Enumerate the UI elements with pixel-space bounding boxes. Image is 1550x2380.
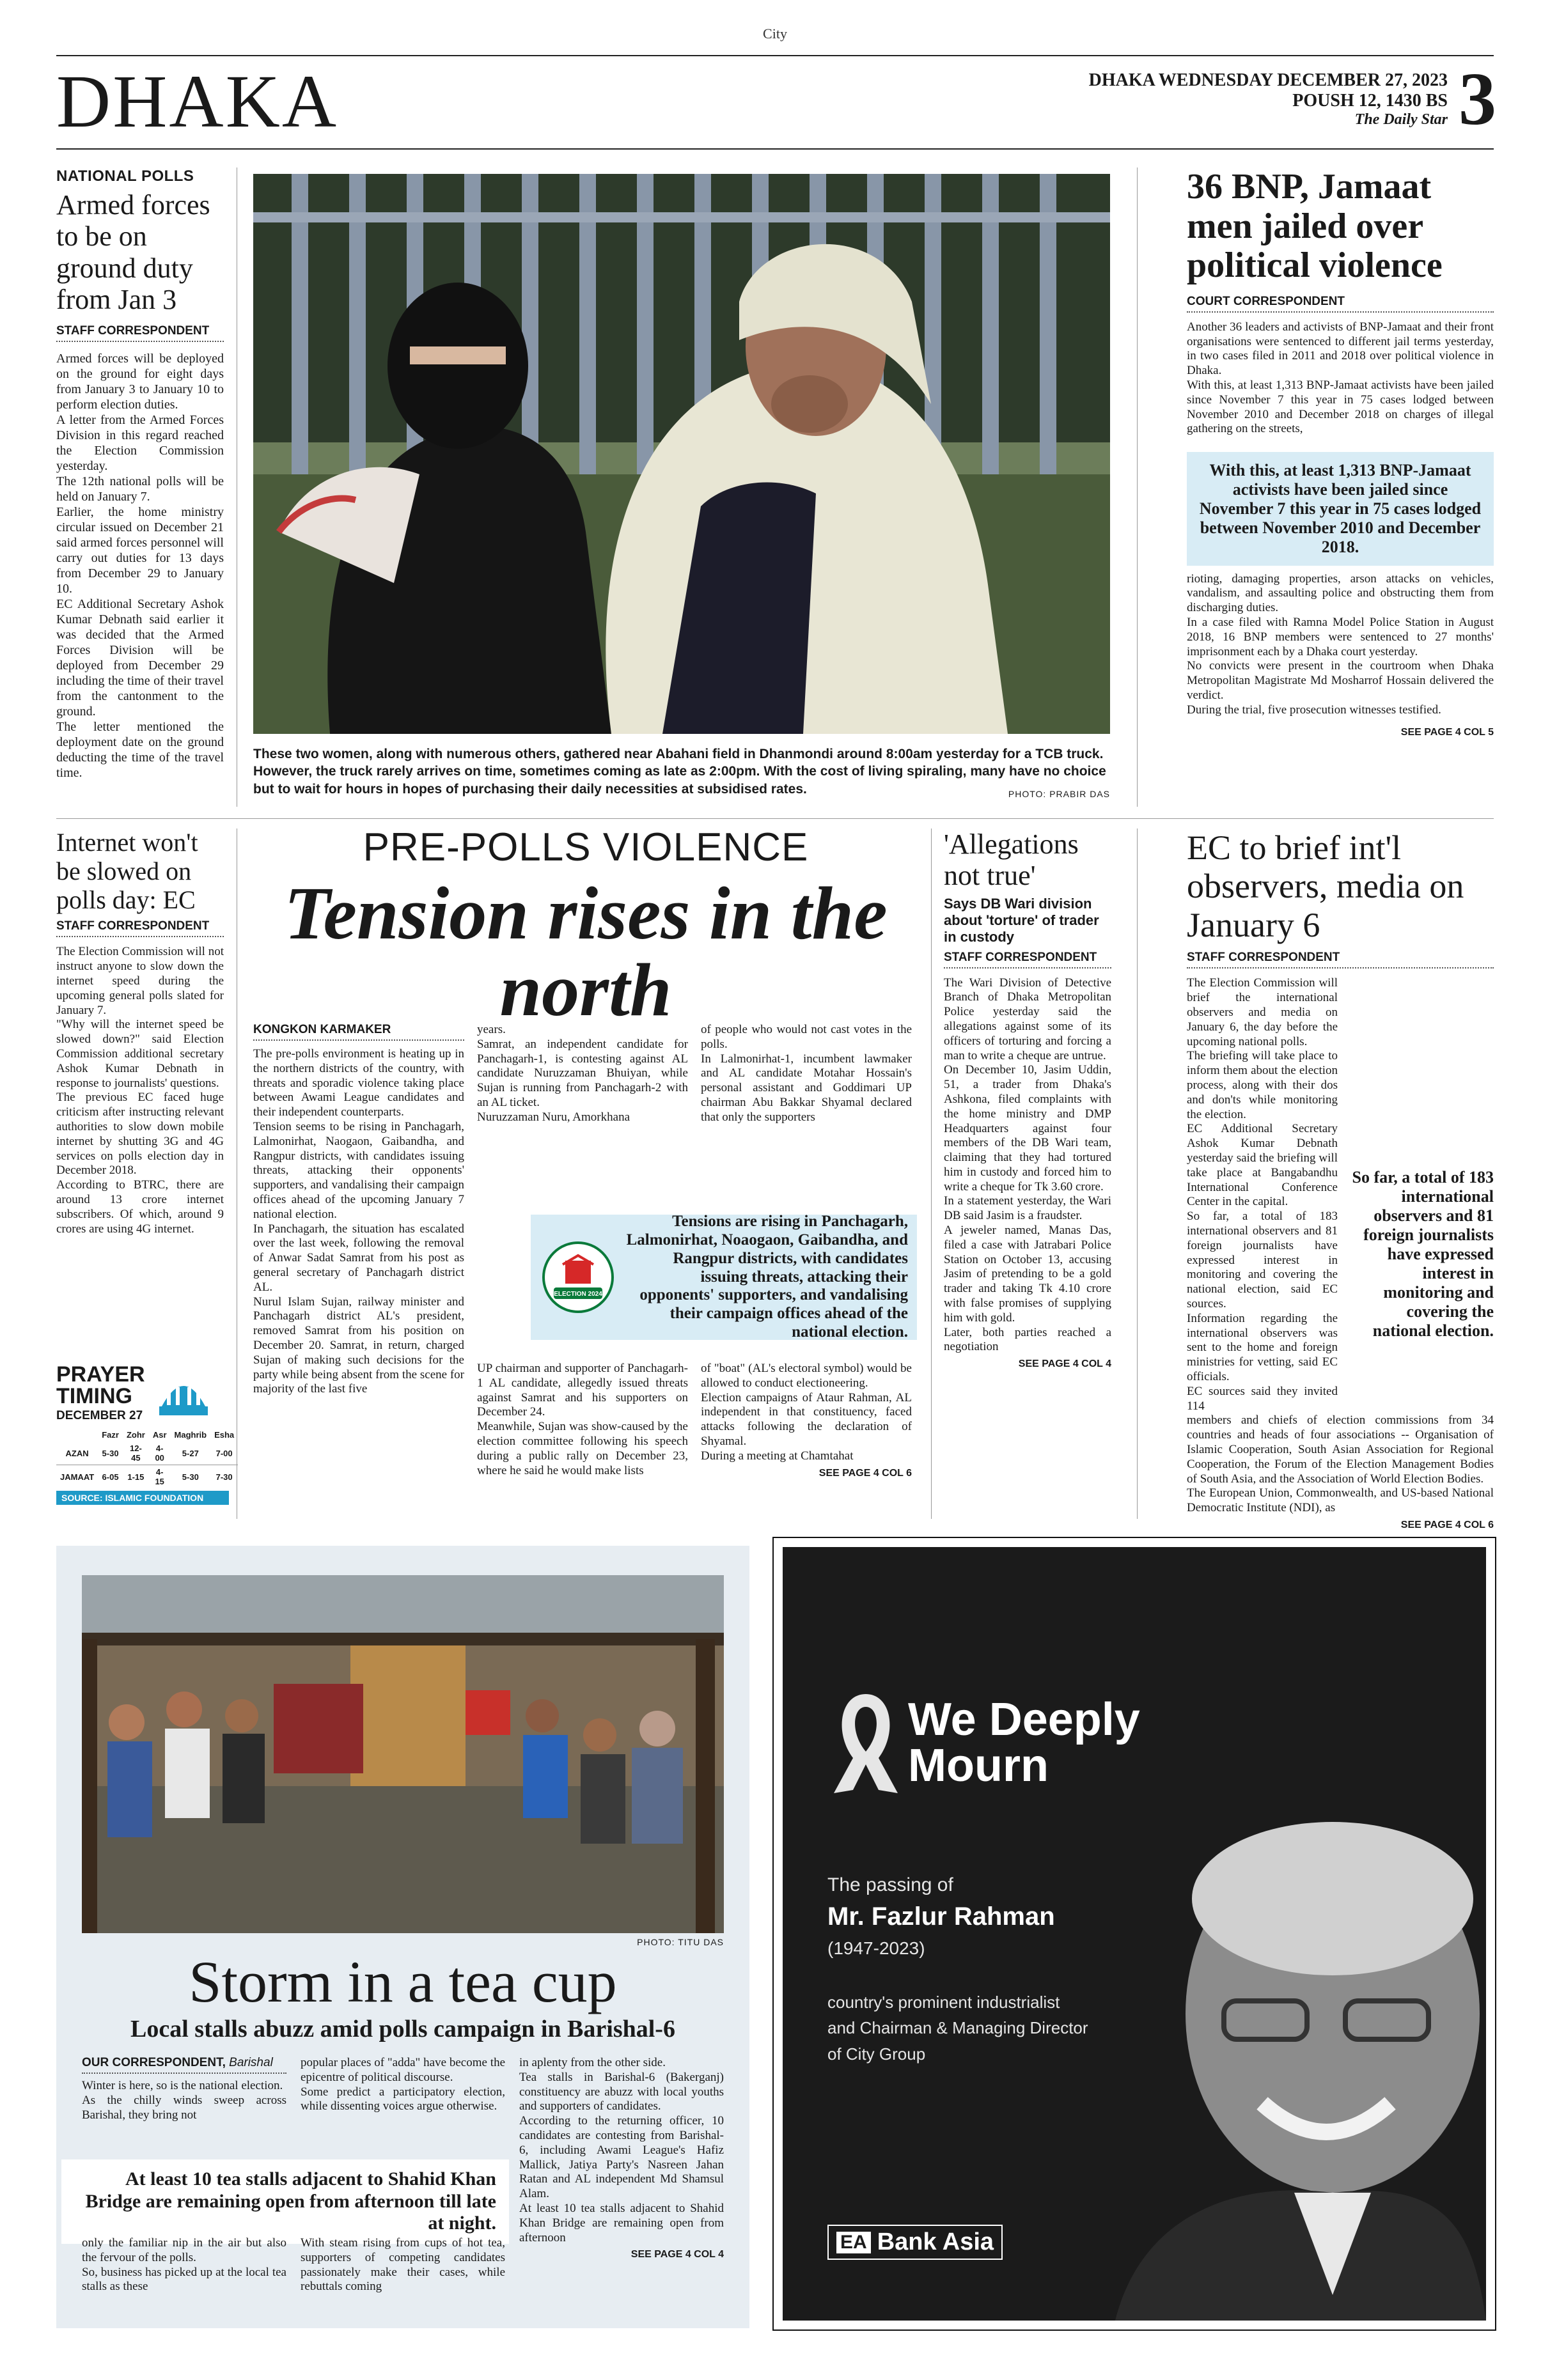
body-top: Another 36 leaders and activists of BNP-Jamaat and their front organisations were sentenced to different jail terms yesterday, in two cases filed in 2011 and 2018 over political violence in Dhaka. With this, at least 1,313 BNP-Jamaat activists have been jailed since November 7 this year in 75 cases lodged between November 2010 and December 2018 on charges of illegal gathering on the streets, [1187, 320, 1494, 436]
tea-headline: Storm in a tea cup [189, 1949, 617, 2014]
tea-col-2-bottom [301, 2236, 505, 2294]
headline: Internet won't be slowed on polls day: EC [56, 828, 198, 914]
body-bottom: members and chiefs of election commissions from 34 countries and heads of four associations -- Organisation of Islamic Cooperation, South Asian Association for Regional Cooperation, the Forum of the Election Management Bodies of South Asia, and the Association of World Election Bodies. The European Union, Commonwealth, and US-based National Democratic Institute (NDI), as [1187, 1413, 1494, 1515]
tension-col-1 [253, 1023, 464, 1397]
prayer-date: DECEMBER 27 [56, 1408, 143, 1422]
masthead: DHAKA [56, 59, 339, 143]
ad-title [908, 1694, 1140, 1791]
prayer-cell: AZAN [65, 1448, 89, 1458]
byline-place: Barishal [229, 2056, 273, 2069]
advertisement-frame [772, 1537, 1496, 2331]
prayer-col-header: Asr [152, 1430, 167, 1440]
dateline [1089, 70, 1448, 129]
ad-title-line-2: Mourn [908, 1740, 1049, 1791]
header-bottom-rule [56, 148, 1494, 150]
body: The pre-polls environment is heating up in the northern districts of the country, with threats and sporadic violence taking place between Awami League candidates and their independent counterparts. Tension seems to be rising in Panchagarh, Lalmonirhat, Naogaon, Gaibandha, and Rangpur districts, with candidates issuing threats, attacking their opponents' supporters, and vandalising their campaign offices ahead of the upcoming January 7 national election. In Panchagarh, the situation has escalated over the last week, following the removal of Anwar Sadat Samrat from his post as general secretary of Panchagarh district AL. Nurul Islam Sujan, railway minister and Panchagarh district AL's president, removed Samrat from his position on December 20. Samrat, in return, charged Sujan of making such decisions for the party while being absent from the scene for majority of the last five [253, 1047, 464, 1396]
photo-image [253, 174, 1110, 734]
prayer-cell: 5-30 [102, 1448, 119, 1458]
prayer-col-header: Fazr [102, 1430, 119, 1440]
prayer-row [56, 1465, 238, 1489]
byline: STAFF CORRESPONDENT [1187, 951, 1494, 968]
prayer-title-1: PRAYER [56, 1362, 145, 1387]
prayer-source: SOURCE: ISLAMIC FOUNDATION [56, 1491, 229, 1505]
kicker: NATIONAL POLLS [56, 167, 194, 185]
article-armed-forces [56, 167, 224, 781]
tension-col-3-bottom [701, 1362, 912, 1479]
election-badge-text: ELECTION 2024 [554, 1291, 602, 1298]
headline: EC to brief int'l observers, media on January 6 [1187, 828, 1464, 944]
ad-name: Mr. Fazlur Rahman [827, 1902, 1055, 1931]
subhead: Says DB Wari division about 'torture' of trader in custody [944, 895, 1099, 945]
photo-credit: PHOTO: PRABIR DAS [1008, 789, 1110, 799]
body: The Wari Division of Detective Branch of Dhaka Metropolitan Police yesterday said the allegations against some of its officers of torturing and forcing a man to write a cheque are untrue. On December 10, Jasim Uddin, 51, a trader from Dhaka's Ashkona, filed complaints with the home ministry and DMP Headquarters against four members of the DB Wari team, claiming that they had tortured him in custody and forced him to write a cheque for Tk 3.60 crore. In a statement yesterday, the Wari DB said Jasim is a fraudster. A jeweler named, Manas Das, filed a case with Jatrabari Police Station on October 13, accusing Jasim of pretending to be a gold trader and taking Tk 4.10 crore with false promises of supplying him with gold. Later, both parties reached a negotiation [944, 976, 1111, 1354]
article-internet [56, 828, 224, 1236]
body: Winter is here, so is the national election. As the chilly winds sweep across Barishal, they bring not [82, 2079, 286, 2122]
prayer-timing-box [56, 1362, 235, 1505]
headline: Armed forces to be on ground duty from Jan 3 [56, 189, 210, 315]
pull-quote: Tensions are rising in Panchagarh, Lalmonirhat, Noaogaon, Gaibandha, and Rangpur districts, with candidates issuing threats, attacking their opponents' supporters, and vandalising their campaign offices ahead of the national election. [626, 1213, 908, 1341]
tea-col-1-bottom [82, 2236, 286, 2294]
headline: 36 BNP, Jamaat men jailed over political violence [1187, 167, 1443, 286]
see-page: SEE PAGE 4 COL 5 [1400, 726, 1494, 738]
election-badge-icon [540, 1239, 616, 1316]
body: of people who would not cast votes in the polls. In Lalmonirhat-1, incumbent lawmaker and AL candidate Motahar Hossain's personal assistant and Goddimari UP chairman Abu Bakkar Shyamal declared that only the supporters [701, 1023, 912, 1124]
page-number: 3 [1459, 57, 1496, 141]
prayer-cell: 1-15 [127, 1472, 145, 1482]
body: The Election Commission will not instruct anyone to slow down the internet speed during the upcoming general polls slated for January 7. "Why will the internet speed be slowed down?" said Election Commission additional secretary Ashok Kumar Debnath in response to journalists' questions. The previous EC faced huge criticism after instructing relevant authorities to slow down mobile internet by shutting 3G and 4G services on polls election day in December 2018. According to BTRC, there are around 13 crore internet subscribers. Of which, around 9 crores are using 4G internet. [56, 945, 224, 1236]
portrait-image [1090, 1656, 1486, 2321]
prayer-row [56, 1442, 238, 1465]
prayer-cell: 4-15 [155, 1467, 164, 1486]
prayer-cell: JAMAAT [60, 1472, 95, 1482]
body: Armed forces will be deployed on the ground for eight days from January 3 to January 10 to perform election duties. A letter from the Armed Forces Division in this regard reached the Election Commission yesterday. The 12th national polls will be held on January 7. Earlier, the home ministry circular issued on December 21 said armed forces personnel will carry out duties for 13 days from December 29 to January 10. EC Additional Secretary Ashok Kumar Debnath said earlier it was decided that the Armed Forces Division will be deployed from December 29 including the time of their travel from the cantonment to the ground. The letter mentioned the deployment date on the ground deducting the time of the travel time. [56, 352, 224, 781]
byline [82, 2056, 286, 2074]
tea-pull-quote: At least 10 tea stalls adjacent to Shahid Khan Bridge are remaining open from afternoon till late at night. [61, 2159, 509, 2244]
prayer-col-header: Maghrib [174, 1430, 207, 1440]
dateline-bengali: POUSH 12, 1430 BS [1292, 91, 1448, 111]
advertisement-mourn [783, 1547, 1486, 2321]
prayer-cell: 5-27 [182, 1448, 199, 1458]
byline: STAFF CORRESPONDENT [56, 324, 224, 342]
article-allegations [944, 828, 1111, 1370]
body: only the familiar nip in the air but also the fervour of the polls. So, business has picked up at the local tea stalls as these [82, 2236, 286, 2294]
byline: KONGKON KARMAKER [253, 1023, 464, 1041]
pull-quote: So far, a total of 183 international observers and 81 foreign journalists have expressed interest in monitoring and covering the national election. [1352, 1168, 1494, 1340]
prayer-cell: 7-00 [215, 1448, 233, 1458]
prayer-cell: 12-45 [129, 1443, 142, 1463]
tension-col-3-top [701, 1023, 912, 1125]
pull-quote: With this, at least 1,313 BNP-Jamaat activists have been jailed since November 7 this year in 75 cases lodged between November 2010 and December 2018. [1187, 452, 1494, 565]
dateline-date: DHAKA WEDNESDAY DECEMBER 27, 2023 [1088, 70, 1448, 90]
ad-desc-line: country's prominent industrialist [827, 1993, 1060, 2012]
mosque-icon [153, 1362, 214, 1423]
headline: 'Allegations not true' [944, 828, 1079, 892]
body: With steam rising from cups of hot tea, supporters of competing candidates passionately make their cases, while rebuttals coming [301, 2236, 505, 2294]
prayer-cell: 5-30 [182, 1472, 199, 1482]
photo-women-waiting [253, 174, 1110, 734]
ad-passing: The passing of [827, 1874, 953, 1895]
prayer-col-header [56, 1428, 98, 1442]
body: years. Samrat, an independent candidate for Panchagarh-1, is contesting against AL candidate Nuruzzaman Bhuiyan, while Sujan is running from Panchagarh-2 with an AL ticket. Nuruzzaman Nuru, Amorkhana [477, 1023, 688, 1124]
article-ec-brief [1187, 828, 1494, 1531]
prayer-col-header: Zohr [126, 1430, 145, 1440]
body-top: The Election Commission will brief the international observers and media on January 6, the day before the upcoming national polls. The briefing will take place to inform them about the election process, along with their dos and don'ts while monitoring the election. EC Additional Secretary Ashok Kumar Debnath yesterday said the briefing will take place at Bangabandhu International Conference Center in the capital. So far, a total of 183 international observers and 81 foreign journalists have expressed interest in monitoring and covering the national election, said EC sources. Information regarding the international observers was sent to the home and foreign ministries for vetting, said EC officials. EC sources said they invited 114 [1187, 976, 1338, 1413]
byline: STAFF CORRESPONDENT [56, 919, 224, 937]
prayer-cell: 6-05 [102, 1472, 119, 1482]
body: UP chairman and supporter of Panchagarh-1 AL candidate, allegedly issued threats against Samrat and his supporters on December 24. Meanwhile, Sujan was show-caused by the election committee following his speech during a public rally on December 23, where he said he would make lists [477, 1362, 688, 1477]
tension-col-2-top [477, 1023, 688, 1125]
body: of "boat" (AL's electoral symbol) would be allowed to conduct electioneering. Election campaigns of Ataur Rahman, AL independent in that constituency, faced attacks following the declaration of Shyamal. During a meeting at Chamtahat [701, 1362, 912, 1463]
photo-tea-stall [82, 1575, 724, 1933]
black-ribbon-icon [827, 1688, 904, 1796]
tea-col-1-top [82, 2056, 286, 2122]
body: in aplenty from the other side. Tea stalls in Barishal-6 (Bakerganj) constituency are abuzz with local youths and supporters of candidates. According to the returning officer, 10 candidates are contesting from Barishal-6, including Awami League's Hafiz Mallick, Jatiya Party's Nasreen Jahan Ratan and AL independent Md Shamsul Alam. At least 10 tea stalls adjacent to Shahid Khan Bridge are remaining open from afternoon [519, 2056, 724, 2244]
bank-name: Bank Asia [877, 2228, 994, 2255]
headline: Tension rises in the north [284, 871, 888, 1032]
prayer-header-row [56, 1428, 238, 1442]
tea-col-2-top [301, 2056, 505, 2114]
tension-pull-box [531, 1215, 917, 1340]
ad-desc-line: and Chairman & Managing Director [827, 2018, 1088, 2038]
ad-years: (1947-2023) [827, 1938, 925, 1958]
ad-description [827, 1989, 1088, 2067]
see-page: SEE PAGE 4 COL 4 [630, 2249, 724, 2260]
bank-asia-logo [827, 2225, 1003, 2260]
brand-logo: The Daily Star [1354, 111, 1448, 128]
ad-title-line-1: We Deeply [908, 1694, 1140, 1745]
photo-image [82, 1575, 724, 1933]
ad-desc-line: of City Group [827, 2044, 926, 2064]
body-bottom: rioting, damaging properties, arson attacks on vehicles, vandalism, and assaulting police and obstructing them from discharging duties. In a case filed with Ramna Model Police Station in August 2018, 16 BNP members were sentenced to 27 months' imprisonment each by a Dhaka court yesterday. No convicts were present in the courtroom when Dhaka Metropolitan Magistrate Md Mosharrof Hossain delivered the verdict. During the trial, five prosecution witnesses testified. [1187, 572, 1494, 717]
photo-credit: PHOTO: TITU DAS [637, 1937, 724, 1947]
section-label: City [763, 26, 787, 42]
tea-col-3 [519, 2056, 724, 2260]
prayer-title-2: TIMING [56, 1383, 132, 1408]
see-page: SEE PAGE 4 COL 6 [1400, 1519, 1494, 1530]
body: popular places of "adda" have become the epicentre of political discourse. Some predict a participatory election, while dissenting voices argue otherwise. [301, 2056, 505, 2113]
bank-mark-icon: EA [836, 2232, 871, 2253]
byline-name: OUR CORRESPONDENT, [82, 2056, 226, 2069]
kicker: PRE-POLLS VIOLENCE [363, 825, 809, 869]
article-bnp-jailed [1187, 167, 1494, 738]
photo-caption: These two women, along with numerous others, gathered near Abahani field in Dhanmondi around 8:00am yesterday for a TCB truck. However, the truck rarely arrives on time, sometimes coming as late as 2:00pm. With the cost of living spiraling, many have no choice but to wait for hours in hopes of purchasing their daily necessities at subsidised rates. [253, 747, 1106, 797]
byline: COURT CORRESPONDENT [1187, 295, 1494, 313]
prayer-table [56, 1428, 238, 1488]
tea-subhead: Local stalls abuzz amid polls campaign in Barishal-6 [130, 2016, 675, 2042]
byline: STAFF CORRESPONDENT [944, 951, 1111, 968]
prayer-cell: 4-00 [155, 1443, 164, 1463]
prayer-cell: 7-30 [215, 1472, 233, 1482]
prayer-col-header: Esha [214, 1430, 235, 1440]
header-rule [56, 55, 1494, 56]
see-page: SEE PAGE 4 COL 6 [818, 1467, 912, 1479]
see-page: SEE PAGE 4 COL 4 [1018, 1358, 1111, 1370]
tension-col-2-bottom [477, 1362, 688, 1478]
